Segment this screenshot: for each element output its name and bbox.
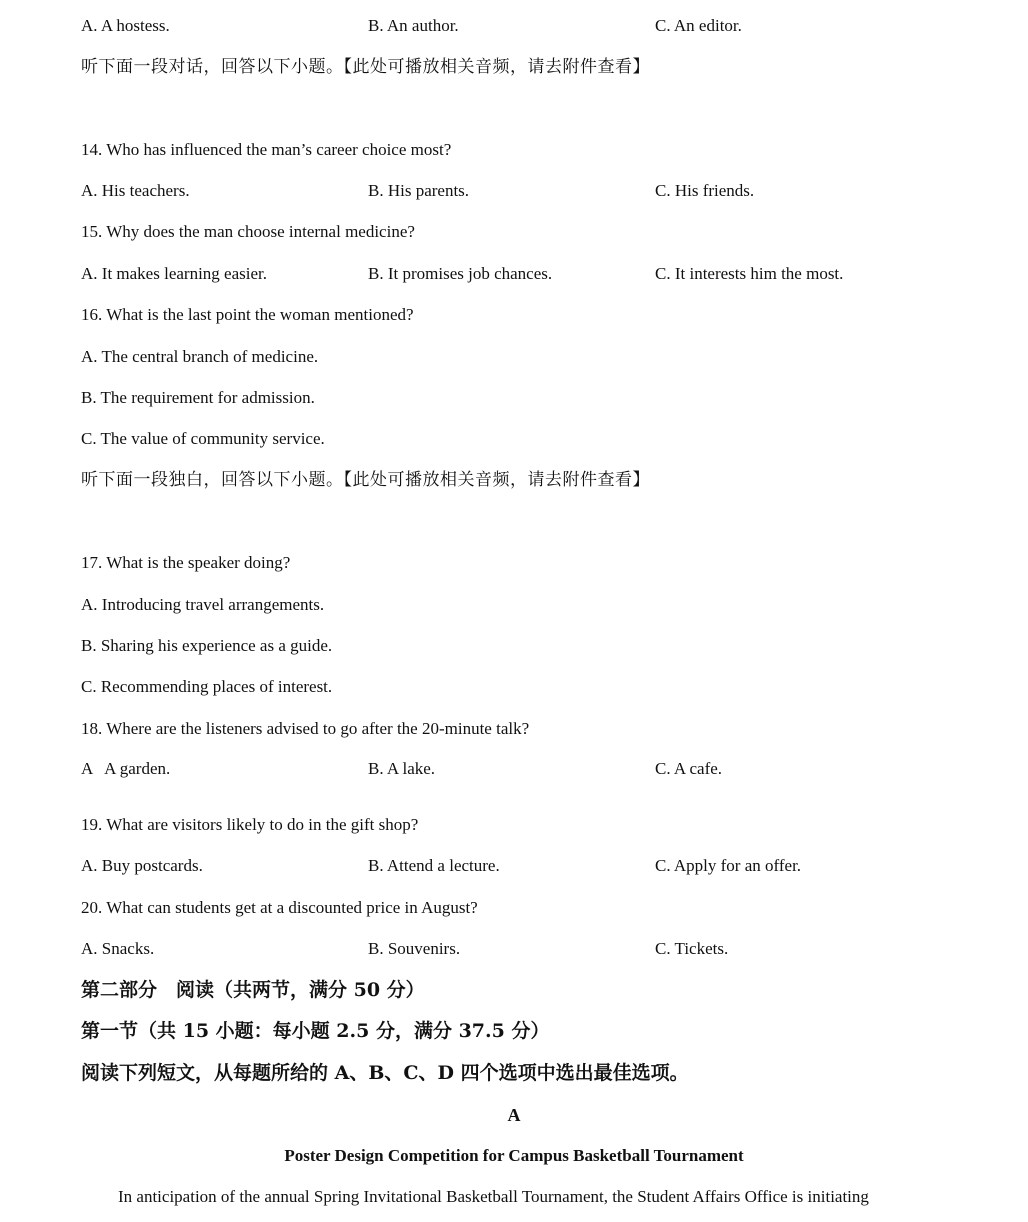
q15-option-c: C. It interests him the most. xyxy=(655,264,844,283)
part-two-heading: 第二部分 阅读（共两节，满分 50 分） xyxy=(81,979,425,1001)
q17-option-a: A. Introducing travel arrangements. xyxy=(81,595,325,614)
q16-option-c: C. The value of community service. xyxy=(81,429,325,448)
q19-option-c: C. Apply for an offer. xyxy=(655,856,802,875)
q18-option-b: B. A lake. xyxy=(368,759,436,778)
q19-option-b: B. Attend a lecture. xyxy=(368,856,500,875)
dialogue-instruction: 听下面一段对话，回答以下小题。【此处可播放相关音频，请去附件查看】 xyxy=(81,57,650,77)
q13-option-a: A. A hostess. xyxy=(81,16,170,35)
q15-option-b: B. It promises job chances. xyxy=(368,264,553,283)
q16-option-a: A. The central branch of medicine. xyxy=(81,347,319,366)
section-one-heading: 第一节（共 15 小题：每小题 2.5 分，满分 37.5 分） xyxy=(81,1020,550,1042)
monologue-instruction: 听下面一段独白，回答以下小题。【此处可播放相关音频，请去附件查看】 xyxy=(81,470,650,490)
q17-question: 17. What is the speaker doing? xyxy=(81,553,291,572)
q14-option-c: C. His friends. xyxy=(655,181,755,200)
q17-option-c: C. Recommending places of interest. xyxy=(81,677,333,696)
q20-option-c: C. Tickets. xyxy=(655,939,729,958)
q14-option-a: A. His teachers. xyxy=(81,181,190,200)
q18-option-c: C. A cafe. xyxy=(655,759,723,778)
passage-first-line: In anticipation of the annual Spring Invitational Basketball Tournament, the Student Affairs Office is initiating xyxy=(118,1187,869,1206)
q18-question: 18. Where are the listeners advised to go after the 20-minute talk? xyxy=(81,719,530,738)
q20-option-a: A. Snacks. xyxy=(81,939,155,958)
q16-option-b: B. The requirement for admission. xyxy=(81,388,315,407)
q13-option-b: B. An author. xyxy=(368,16,459,35)
q16-question: 16. What is the last point the woman mentioned? xyxy=(81,305,414,324)
q19-question: 19. What are visitors likely to do in the gift shop? xyxy=(81,815,419,834)
passage-letter: A xyxy=(507,1105,521,1125)
q15-option-a: A. It makes learning easier. xyxy=(81,264,267,283)
reading-instruction: 阅读下列短文，从每题所给的 A、B、C、D 四个选项中选出最佳选项。 xyxy=(81,1062,689,1084)
q15-question: 15. Why does the man choose internal medicine? xyxy=(81,222,415,241)
q13-option-c: C. An editor. xyxy=(655,16,742,35)
q18-option-a: A A garden. xyxy=(81,759,171,778)
passage-title: Poster Design Competition for Campus Basketball Tournament xyxy=(284,1146,744,1165)
q14-question: 14. Who has influenced the man’s career choice most? xyxy=(81,140,452,159)
q19-option-a: A. Buy postcards. xyxy=(81,856,203,875)
q20-option-b: B. Souvenirs. xyxy=(368,939,461,958)
q14-option-b: B. His parents. xyxy=(368,181,470,200)
q20-question: 20. What can students get at a discounted price in August? xyxy=(81,898,478,917)
q17-option-b: B. Sharing his experience as a guide. xyxy=(81,636,333,655)
